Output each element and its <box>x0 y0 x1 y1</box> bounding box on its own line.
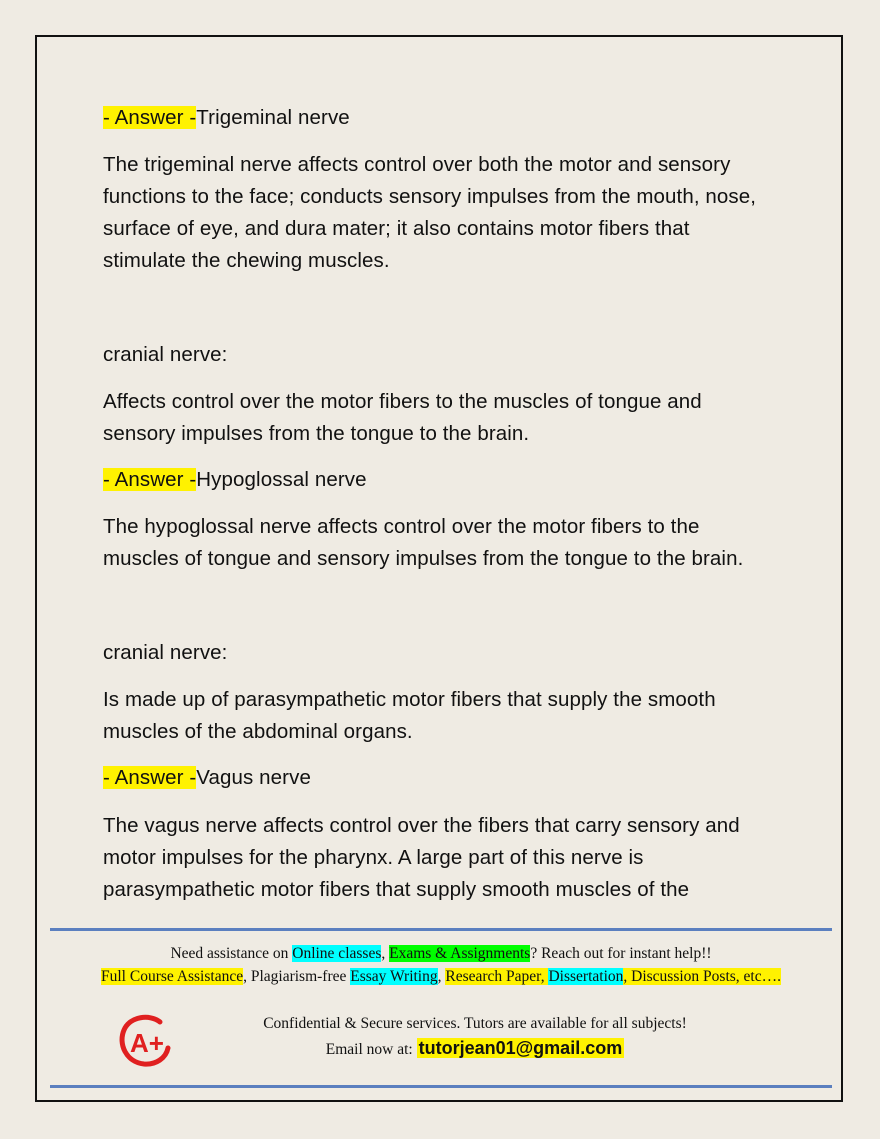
answer-tag: - Answer - <box>103 468 197 491</box>
answer-line-3 <box>103 762 793 794</box>
answer-tag: - Answer - <box>103 106 197 129</box>
footer-line-3: Confidential & Secure services. Tutors are available for all subjects! <box>263 1015 687 1032</box>
question-text-3: Is made up of parasympathetic motor fibers that supply the smooth muscles of the abdominal organs. <box>103 688 716 743</box>
footer-rule-bottom <box>50 1085 832 1088</box>
online-classes-link: Online classes <box>292 945 382 962</box>
logo-text: A+ <box>130 1028 164 1058</box>
answer-line-1 <box>103 102 793 134</box>
answer-tag: - Answer - <box>103 766 197 789</box>
explanation-3: The vagus nerve affects control over the fibers that carry sensory and motor impulses for the pharynx. A large part of this nerve is parasympathetic motor fibers that supply smooth muscles of the <box>103 814 740 901</box>
answer-text: Trigeminal nerve <box>196 106 350 129</box>
footer-line-4: Email now at: tutorjean01@gmail.com <box>325 1038 623 1058</box>
email-link[interactable]: tutorjean01@gmail.com <box>418 1038 623 1058</box>
footer-line-1: Need assistance on Online classes, Exams & Assignments? Reach out for instant help!! <box>170 945 712 962</box>
question-label-2: cranial nerve: <box>103 343 228 366</box>
question-label-3: cranial nerve: <box>103 641 228 664</box>
exams-assignments-link: Exams & Assignments <box>389 945 531 962</box>
footer-rule-top <box>50 928 832 931</box>
answer-text: Hypoglossal nerve <box>196 468 367 491</box>
answer-line-2 <box>103 464 793 496</box>
explanation-2: The hypoglossal nerve affects control over the motor fibers to the muscles of tongue and sensory impulses from the tongue to the brain. <box>103 515 744 570</box>
footer-line-2: Full Course Assistance, Plagiarism-free Essay Writing, Research Paper, Dissertation, Discussion Posts, etc…. <box>101 968 781 985</box>
question-text-2: Affects control over the motor fibers to the muscles of tongue and sensory impulses from the tongue to the brain. <box>103 390 702 445</box>
explanation-1: The trigeminal nerve affects control over both the motor and sensory functions to the face; conducts sensory impulses from the mouth, nose, surface of eye, and dura mater; it also contains motor fibers that stimulate the chewing muscles. <box>103 153 757 272</box>
answer-text: Vagus nerve <box>196 766 311 789</box>
